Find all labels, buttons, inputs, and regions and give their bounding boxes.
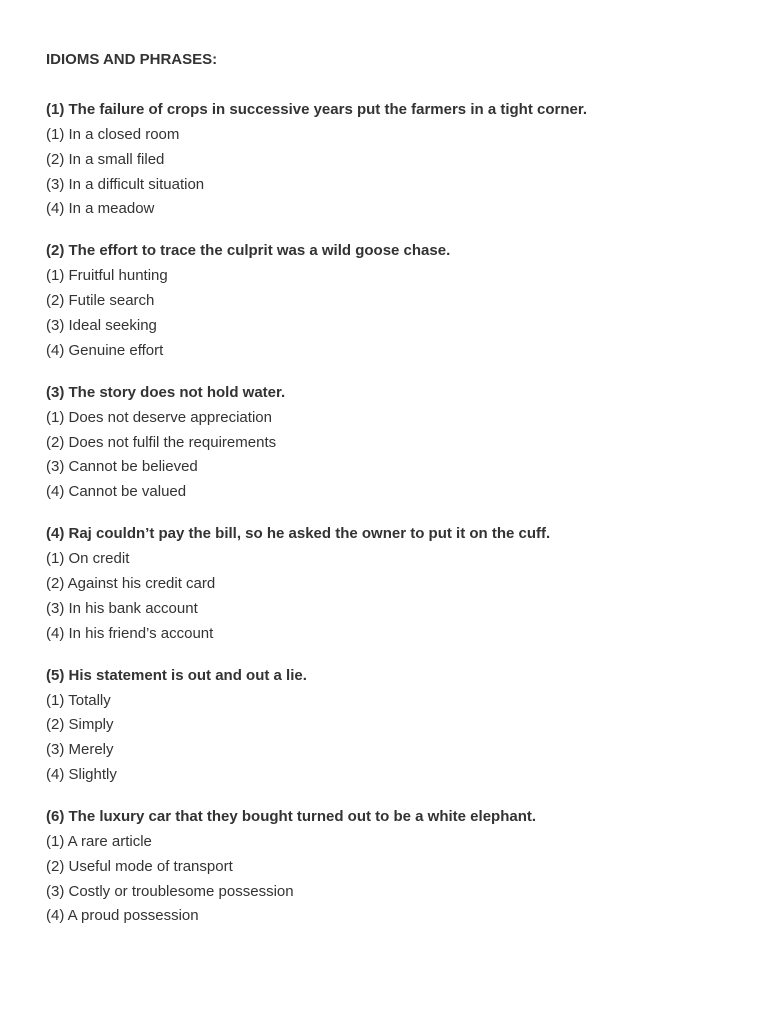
option-item: (3) In his bank account — [46, 599, 198, 617]
option-item: (1) In a closed room — [46, 126, 180, 143]
question-text: (3) The story does not hold water. — [46, 383, 286, 401]
question-block — [46, 100, 726, 218]
option-item: (4) In a meadow — [46, 200, 155, 218]
question-text: (4) Raj couldn’t pay the bill, so he asked the owner to put it on the cuff. — [46, 525, 551, 543]
document-page — [46, 50, 726, 948]
option-item: (2) Does not fulfil the requirements — [46, 433, 277, 451]
question-text: (5) His statement is out and out a lie. — [46, 666, 307, 684]
question-block — [46, 524, 726, 642]
option-item: (1) On credit — [46, 550, 130, 568]
option-item: (2) Against his credit card — [46, 574, 216, 592]
option-item: (4) In his friend’s account — [46, 624, 214, 642]
option-item: (3) In a difficult situation — [46, 175, 205, 193]
question-block — [46, 241, 726, 359]
option-item: (3) Costly or troublesome possession — [46, 882, 294, 900]
option-item: (1) Fruitful hunting — [46, 267, 168, 285]
question-text: (6) The luxury car that they bought turned out to be a white elephant. — [46, 807, 537, 825]
option-item: (3) Cannot be believed — [46, 458, 198, 476]
question-text: (2) The effort to trace the culprit was a wild goose chase. — [46, 242, 451, 260]
option-item: (2) Useful mode of transport — [46, 857, 233, 875]
option-item: (3) Ideal seeking — [46, 316, 157, 334]
option-item: (2) Futile search — [46, 292, 155, 310]
document-title: IDIOMS AND PHRASES: — [46, 51, 218, 68]
question-block — [46, 383, 726, 501]
question-block — [46, 807, 726, 925]
option-item: (1) Totally — [46, 691, 111, 709]
option-item: (2) Simply — [46, 716, 114, 734]
question-text: (1) The failure of crops in successive years put the farmers in a tight corner. — [46, 101, 588, 118]
option-item: (4) Genuine effort — [46, 341, 164, 359]
option-item: (2) In a small filed — [46, 150, 165, 168]
question-block — [46, 666, 726, 784]
option-item: (3) Merely — [46, 741, 114, 759]
option-item: (4) Cannot be valued — [46, 483, 187, 501]
option-item: (4) Slightly — [46, 765, 117, 783]
option-item: (1) A rare article — [46, 832, 152, 850]
option-item: (1) Does not deserve appreciation — [46, 408, 272, 426]
option-item: (4) A proud possession — [46, 907, 199, 925]
